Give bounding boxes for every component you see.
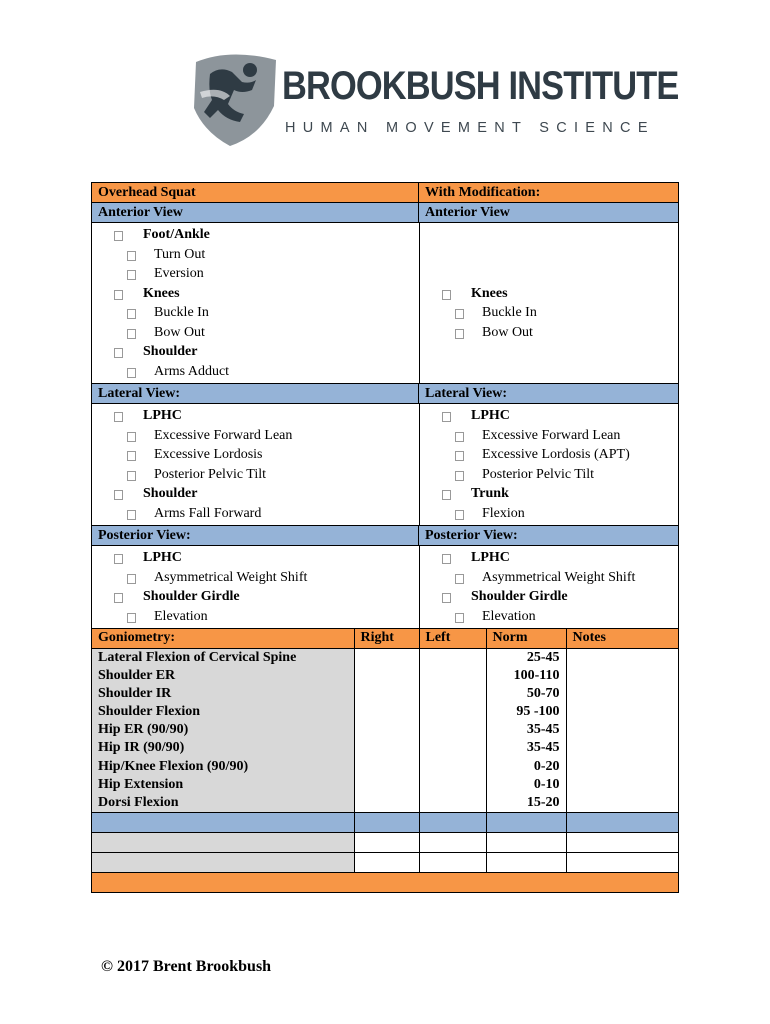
notes-cell[interactable] — [566, 685, 678, 703]
checkbox-icon[interactable] — [455, 329, 464, 339]
blank-cell[interactable] — [419, 832, 486, 852]
goniometry-table — [92, 629, 678, 892]
posterior-checklist-mod — [420, 546, 678, 628]
checkbox-icon[interactable] — [114, 290, 123, 300]
checklist-category — [92, 342, 419, 362]
blank-cell[interactable] — [92, 832, 354, 852]
norm-value: 35-45 — [486, 739, 566, 757]
checklist-category — [420, 587, 678, 607]
measure-name: Shoulder Flexion — [92, 703, 354, 721]
checkbox-icon[interactable] — [455, 309, 464, 319]
blank-row — [92, 832, 678, 852]
checkbox-icon[interactable] — [114, 593, 123, 603]
checklist-label: Arms Fall Forward — [154, 505, 262, 521]
blank-cell[interactable] — [354, 852, 419, 872]
checklist-label: Arms Adduct — [154, 363, 230, 379]
checklist-label: Asymmetrical Weight Shift — [482, 569, 636, 585]
checkbox-icon[interactable] — [455, 574, 464, 584]
blank-cell[interactable] — [566, 832, 678, 852]
posterior-view-header — [92, 526, 678, 546]
anterior-view-label: Anterior View — [92, 203, 419, 222]
checklist-label: Knees — [471, 285, 508, 301]
table-row — [92, 667, 678, 685]
lateral-view-label-mod: Lateral View: — [425, 386, 508, 401]
checklist-label: Shoulder Girdle — [471, 589, 568, 604]
assessment-sheet — [91, 182, 679, 893]
table-row — [92, 794, 678, 813]
checklist-label: LPHC — [471, 550, 510, 565]
checkbox-icon[interactable] — [127, 613, 136, 623]
blank-cell[interactable] — [354, 832, 419, 852]
table-row — [92, 648, 678, 667]
checklist-label: Turn Out — [154, 246, 206, 262]
overhead-squat-title: Overhead Squat — [92, 183, 419, 202]
table-row — [92, 703, 678, 721]
column-header: Right — [354, 629, 419, 648]
checkbox-icon[interactable] — [114, 554, 123, 564]
anterior-checklist — [92, 223, 420, 383]
checklist-category — [92, 548, 419, 568]
lateral-checklist — [92, 404, 420, 525]
lateral-view-label: Lateral View: — [92, 384, 419, 403]
column-header: Left — [419, 629, 486, 648]
blank-cell[interactable] — [486, 852, 566, 872]
checkbox-icon[interactable] — [114, 231, 123, 241]
checkbox-icon[interactable] — [127, 451, 136, 461]
checkbox-icon[interactable] — [455, 613, 464, 623]
blank-row — [92, 872, 678, 892]
right-value-cell[interactable] — [354, 757, 419, 775]
checklist-label: Posterior Pelvic Tilt — [154, 466, 267, 482]
checklist-item — [420, 445, 678, 465]
checkbox-icon[interactable] — [127, 270, 136, 280]
checklist-label: Knees — [143, 285, 180, 301]
checklist-item — [92, 426, 419, 446]
checklist-label: Shoulder Girdle — [143, 589, 240, 604]
notes-cell[interactable] — [566, 648, 678, 667]
column-header: Norm — [486, 629, 566, 648]
norm-value: 15-20 — [486, 794, 566, 813]
left-value-cell[interactable] — [419, 685, 486, 703]
posterior-view-label: Posterior View: — [92, 526, 419, 545]
norm-value: 50-70 — [486, 685, 566, 703]
left-value-cell[interactable] — [419, 703, 486, 721]
measure-name: Hip Extension — [92, 776, 354, 794]
checklist-category — [92, 284, 419, 304]
left-value-cell[interactable] — [419, 667, 486, 685]
blank-cell[interactable] — [486, 812, 566, 832]
checklist-item — [92, 362, 419, 382]
checklist-label: Elevation — [482, 608, 536, 624]
norm-value: 95 -100 — [486, 703, 566, 721]
right-value-cell[interactable] — [354, 739, 419, 757]
right-value-cell[interactable] — [354, 648, 419, 667]
right-value-cell[interactable] — [354, 776, 419, 794]
norm-value: 0-20 — [486, 757, 566, 775]
checklist-label: LPHC — [143, 408, 182, 423]
checklist-item — [420, 323, 678, 343]
checklist-label: Eversion — [154, 266, 204, 281]
blank-cell[interactable] — [92, 852, 354, 872]
measure-name: Shoulder IR — [92, 685, 354, 703]
checkbox-icon[interactable] — [127, 251, 136, 261]
brand-name: BROOKBUSH INSTITUTE — [282, 64, 679, 108]
checklist-item — [92, 465, 419, 485]
checkbox-icon[interactable] — [127, 329, 136, 339]
checklist-item — [92, 245, 419, 265]
checklist-category — [420, 548, 678, 568]
checklist-label: Bow Out — [154, 324, 205, 340]
checklist-category — [420, 284, 678, 304]
brookbush-logo — [190, 52, 679, 148]
checkbox-icon[interactable] — [127, 368, 136, 378]
checklist-label: Trunk — [471, 486, 509, 501]
posterior-view-section — [92, 546, 678, 629]
norm-value: 25-45 — [486, 648, 566, 667]
spacer — [420, 264, 678, 284]
checklist-label: Excessive Lordosis — [154, 447, 263, 462]
checkbox-icon[interactable] — [442, 290, 451, 300]
posterior-checklist — [92, 546, 420, 628]
checkbox-icon[interactable] — [455, 510, 464, 520]
checklist-item — [92, 264, 419, 284]
checklist-item — [420, 504, 678, 524]
measure-name: Hip IR (90/90) — [92, 739, 354, 757]
right-value-cell[interactable] — [354, 703, 419, 721]
checkbox-icon[interactable] — [442, 593, 451, 603]
checkbox-icon[interactable] — [442, 412, 451, 422]
runner-shield-icon — [190, 52, 282, 148]
column-header: Goniometry: — [92, 629, 354, 648]
left-value-cell[interactable] — [419, 794, 486, 813]
measure-name: Dorsi Flexion — [92, 794, 354, 813]
checkbox-icon[interactable] — [455, 451, 464, 461]
checkbox-icon[interactable] — [127, 309, 136, 319]
notes-cell[interactable] — [566, 703, 678, 721]
notes-cell[interactable] — [566, 721, 678, 739]
checklist-category — [420, 484, 678, 504]
blank-cell[interactable] — [419, 852, 486, 872]
checkbox-icon[interactable] — [127, 432, 136, 442]
checklist-label: LPHC — [471, 408, 510, 423]
goniometry-header-row — [92, 629, 678, 648]
checklist-label: Buckle In — [154, 305, 209, 320]
checklist-item — [420, 426, 678, 446]
checkbox-icon[interactable] — [114, 490, 123, 500]
modification-title: With Modification: — [425, 185, 541, 200]
checklist-label: Flexion — [482, 505, 525, 521]
blank-row — [92, 852, 678, 872]
checklist-label: Asymmetrical Weight Shift — [154, 569, 308, 585]
column-header: Notes — [566, 629, 678, 648]
checklist-item — [92, 504, 419, 524]
notes-cell[interactable] — [566, 757, 678, 775]
checklist-label: Elevation — [154, 608, 208, 624]
notes-cell[interactable] — [566, 739, 678, 757]
checklist-label: Shoulder — [143, 344, 198, 359]
spacer — [420, 225, 678, 245]
checklist-item — [420, 607, 678, 627]
checklist-category — [420, 406, 678, 426]
blank-cell[interactable] — [486, 832, 566, 852]
right-value-cell[interactable] — [354, 794, 419, 813]
sheet-title-row — [92, 183, 678, 203]
checkbox-icon[interactable] — [442, 490, 451, 500]
norm-value: 100-110 — [486, 667, 566, 685]
checkbox-icon[interactable] — [455, 471, 464, 481]
blank-cell[interactable] — [419, 812, 486, 832]
posterior-view-label-mod: Posterior View: — [425, 528, 518, 543]
measure-name: Hip ER (90/90) — [92, 721, 354, 739]
measure-name: Hip/Knee Flexion (90/90) — [92, 757, 354, 775]
left-value-cell[interactable] — [419, 648, 486, 667]
lateral-view-section — [92, 404, 678, 526]
blank-cell[interactable] — [566, 852, 678, 872]
norm-value: 0-10 — [486, 776, 566, 794]
checklist-category — [92, 406, 419, 426]
blank-row — [92, 812, 678, 832]
table-row — [92, 685, 678, 703]
checkbox-icon[interactable] — [127, 510, 136, 520]
table-row — [92, 757, 678, 775]
checklist-item — [92, 303, 419, 323]
spacer — [420, 245, 678, 265]
checklist-category — [92, 587, 419, 607]
lateral-checklist-mod — [420, 404, 678, 525]
checkbox-icon[interactable] — [442, 554, 451, 564]
table-row — [92, 721, 678, 739]
checklist-item — [420, 303, 678, 323]
checklist-label: Posterior Pelvic Tilt — [482, 466, 595, 482]
checklist-category — [92, 225, 419, 245]
right-value-cell[interactable] — [354, 667, 419, 685]
anterior-view-header — [92, 203, 678, 223]
checklist-label: Shoulder — [143, 486, 198, 501]
checklist-item — [92, 607, 419, 627]
left-value-cell[interactable] — [419, 757, 486, 775]
copyright-footer: © 2017 Brent Brookbush — [101, 958, 272, 975]
checklist-item — [92, 323, 419, 343]
checklist-label: LPHC — [143, 550, 182, 565]
norm-value: 35-45 — [486, 721, 566, 739]
checklist-label: Excessive Forward Lean — [482, 427, 621, 443]
right-value-cell[interactable] — [354, 721, 419, 739]
notes-cell[interactable] — [566, 794, 678, 813]
checklist-item — [420, 465, 678, 485]
blank-cell[interactable] — [92, 812, 354, 832]
checklist-item — [420, 568, 678, 588]
brand-tagline: HUMAN MOVEMENT SCIENCE — [285, 120, 655, 136]
checklist-label: Foot/Ankle — [143, 227, 210, 242]
measure-name: Shoulder ER — [92, 667, 354, 685]
notes-cell[interactable] — [566, 667, 678, 685]
checklist-label: Buckle In — [482, 305, 537, 320]
checkbox-icon[interactable] — [455, 432, 464, 442]
right-value-cell[interactable] — [354, 685, 419, 703]
anterior-view-label-mod: Anterior View — [425, 205, 510, 220]
anterior-checklist-mod — [420, 223, 678, 383]
checklist-item — [92, 568, 419, 588]
blank-cell[interactable] — [354, 812, 419, 832]
lateral-view-header — [92, 384, 678, 404]
measure-name: Lateral Flexion of Cervical Spine — [92, 648, 354, 667]
anterior-view-section — [92, 223, 678, 384]
footer-bar — [92, 872, 678, 892]
checkbox-icon[interactable] — [127, 471, 136, 481]
checklist-label: Bow Out — [482, 324, 533, 340]
blank-cell[interactable] — [566, 812, 678, 832]
checkbox-icon[interactable] — [114, 348, 123, 358]
table-row — [92, 739, 678, 757]
checklist-item — [92, 445, 419, 465]
checklist-label: Excessive Lordosis (APT) — [482, 447, 630, 462]
left-value-cell[interactable] — [419, 739, 486, 757]
checklist-category — [92, 484, 419, 504]
table-row — [92, 776, 678, 794]
checkbox-icon[interactable] — [127, 574, 136, 584]
notes-cell[interactable] — [566, 776, 678, 794]
checklist-label: Excessive Forward Lean — [154, 427, 293, 443]
left-value-cell[interactable] — [419, 776, 486, 794]
left-value-cell[interactable] — [419, 721, 486, 739]
checkbox-icon[interactable] — [114, 412, 123, 422]
